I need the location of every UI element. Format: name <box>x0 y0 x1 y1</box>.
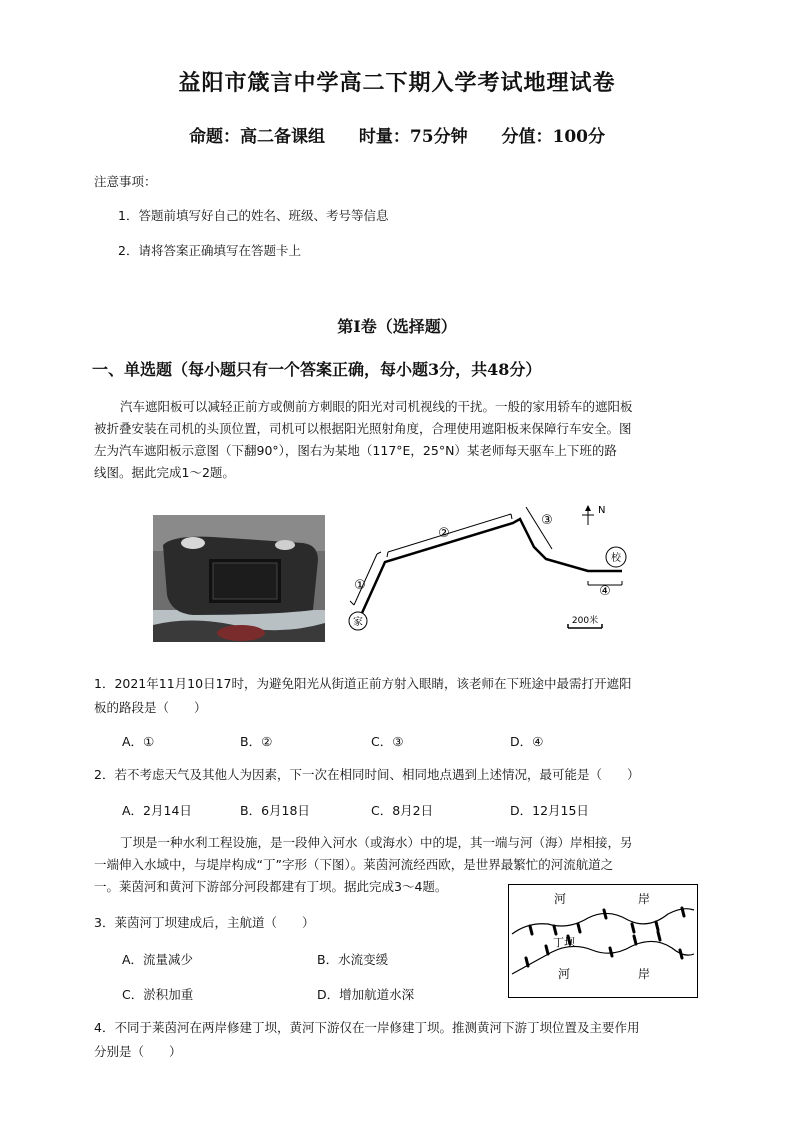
exam-author: 命题：高二备课组 <box>188 127 325 147</box>
school-marker: 校 <box>611 553 621 564</box>
passage-1-line: 线图。据此完成1～2题。 <box>94 465 235 480</box>
part-title: 一、单选题（每小题只有一个答案正确，每小题3分，共48分） <box>92 360 542 379</box>
q2-option-b[interactable]: B．6月18日 <box>240 803 310 818</box>
route-label-1: ① <box>354 578 366 593</box>
exam-time: 时量：75分钟 <box>358 127 468 147</box>
scale-label: 200米 <box>571 616 599 626</box>
passage-2-line: 一。莱茵河和黄河下游部分河段都建有丁坝。据此完成3～4题。 <box>94 879 448 894</box>
passage-2-line: 一端伸入水域中，与堤岸构成“丁”字形（下图）。莱茵河流经西欧，是世界最繁忙的河流航道之 <box>94 857 614 872</box>
q2-option-c[interactable]: C．8月2日 <box>371 803 434 818</box>
q2-option-d[interactable]: D．12月15日 <box>510 803 589 818</box>
groyne-diagram <box>508 884 698 998</box>
passage-1-line: 左为汽车遮阳板示意图（下翻90°），图右为某地（117°E，25°N）某老师每天驱车上下班的路 <box>94 443 617 458</box>
q1-option-c[interactable]: C．③ <box>371 734 404 749</box>
river-bank-top-right: 岸 <box>637 892 651 906</box>
question-2: 2．若不考虑天气及其他人为因素，下一次在相同时间、相同地点遇到上述情况，最可能是（ ） <box>94 767 640 782</box>
notice-item-1: 1．答题前填写好自己的姓名、班级、考号等信息 <box>118 208 389 223</box>
q1-option-a[interactable]: A．① <box>122 734 155 749</box>
home-marker: 家 <box>353 617 363 628</box>
river-bank-bottom-right: 岸 <box>637 967 651 981</box>
exam-score: 分值：100分 <box>501 127 605 147</box>
q3-option-d[interactable]: D．增加航道水深 <box>317 987 415 1002</box>
route-label-3: ③ <box>541 513 553 528</box>
river-bank-bottom-left: 河 <box>557 967 571 981</box>
passage-1-line: 被折叠安装在司机的头顶位置，司机可以根据阳光照射角度，合理使用遮阳板来保障行车安全。图 <box>94 421 632 436</box>
passage-1 <box>94 396 700 484</box>
question-4-line: 4．不同于莱茵河在两岸修建丁坝，黄河下游仅在一岸修建丁坝。推测黄河下游丁坝位置及主要作用 <box>94 1020 640 1035</box>
passage-1-line: 汽车遮阳板可以减轻正前方或侧前方刺眼的阳光对司机视线的干扰。一般的家用轿车的遮阳板 <box>120 399 633 414</box>
north-label: N <box>598 505 606 516</box>
exam-title: 益阳市箴言中学高二下期入学考试地理试卷 <box>178 70 616 96</box>
passage-2-line: 丁坝是一种水利工程设施，是一段伸入河水（或海水）中的堤，其一端与河（海）岸相接，另 <box>120 835 633 850</box>
question-3: 3．莱茵河丁坝建成后，主航道（ ） <box>94 915 315 930</box>
groyne-label: 丁坝 <box>553 936 575 949</box>
question-1-line: 1．2021年11月10日17时，为避免阳光从街道正前方射入眼睛，该老师在下班途中最需打开遮阳 <box>94 676 632 691</box>
river-bank-top-left: 河 <box>553 892 567 906</box>
question-1 <box>94 672 700 720</box>
route-map <box>340 497 640 637</box>
exam-info <box>0 122 794 147</box>
question-1-line: 板的路段是（ ） <box>94 700 207 715</box>
question-4 <box>94 1016 700 1064</box>
north-arrow-icon <box>582 505 594 525</box>
notice-item-2: 2．请将答案正确填写在答题卡上 <box>118 243 301 258</box>
route-label-4: ④ <box>599 584 611 599</box>
q2-option-a[interactable]: A．2月14日 <box>122 803 192 818</box>
q3-option-b[interactable]: B．水流变缓 <box>317 952 389 967</box>
section-title: 第Ⅰ卷（选择题） <box>337 317 457 336</box>
q1-option-b[interactable]: B．② <box>240 734 273 749</box>
sun-visor-photo <box>153 515 325 642</box>
route-label-2: ② <box>438 526 450 541</box>
q3-option-a[interactable]: A．流量减少 <box>122 952 194 967</box>
q3-option-c[interactable]: C．淤积加重 <box>122 987 194 1002</box>
question-4-line: 分别是（ ） <box>94 1044 182 1059</box>
q1-option-d[interactable]: D．④ <box>510 734 544 749</box>
notice-heading: 注意事项： <box>94 174 157 189</box>
